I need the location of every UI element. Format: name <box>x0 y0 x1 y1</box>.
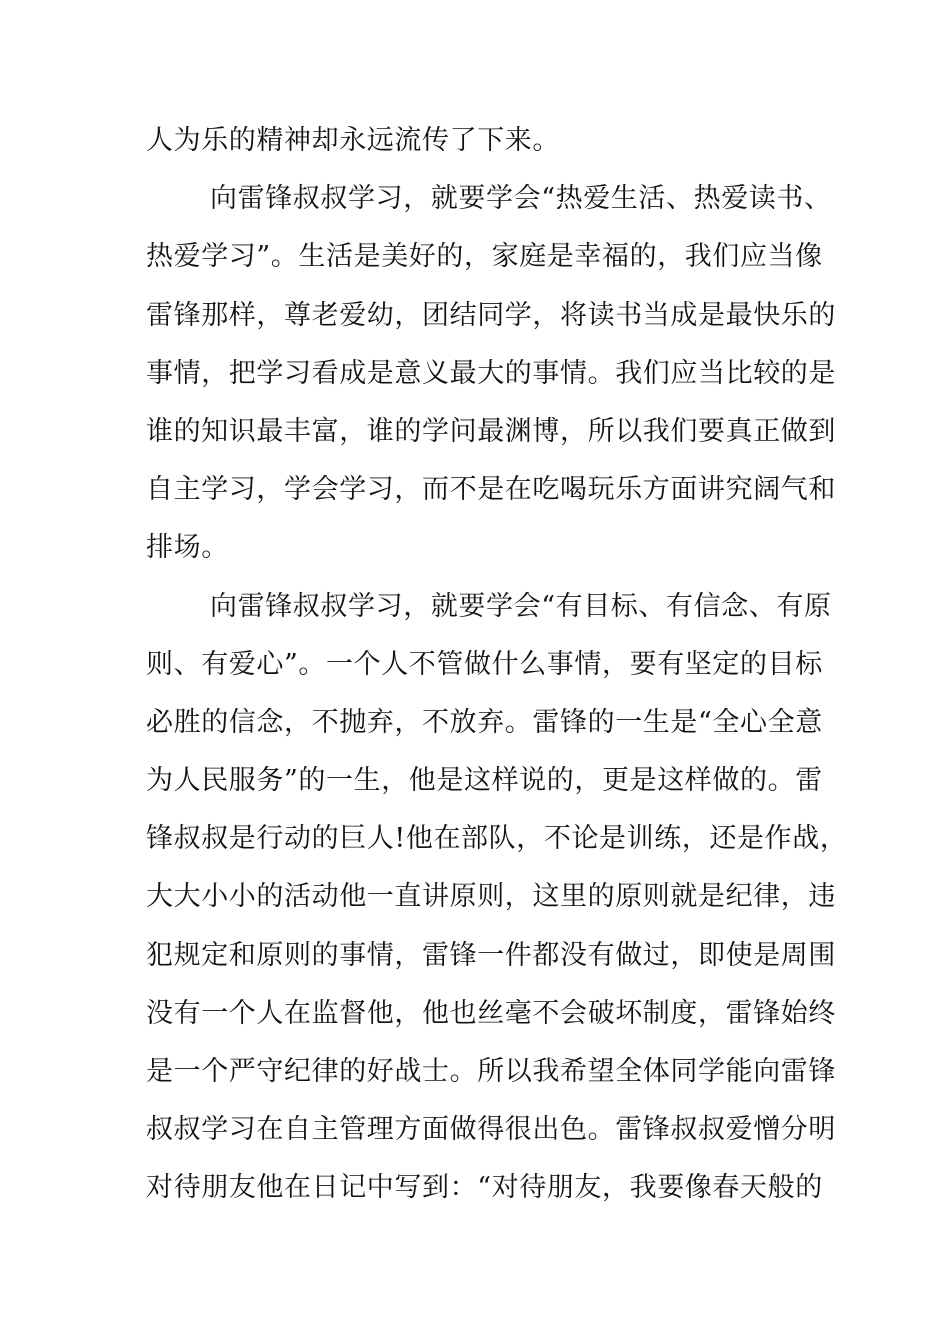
text-line: 叔叔学习在自主管理方面做得很出色。雷锋叔叔爱憎分明 <box>146 1114 836 1146</box>
text-line: 雷锋那样，尊老爱幼，团结同学，将读书当成是最快乐的 <box>146 299 836 331</box>
text-line: 为人民服务”的一生，他是这样说的，更是这样做的。雷 <box>146 765 823 797</box>
body-text <box>146 112 848 1218</box>
text-line: 排场。 <box>146 532 229 564</box>
text-line: 犯规定和原则的事情，雷锋一件都没有做过，即使是周围 <box>146 939 836 971</box>
text-line: 大大小小的活动他一直讲原则，这里的原则就是纪律，违 <box>146 881 836 913</box>
text-line: 人为乐的精神却永远流传了下来。 <box>146 125 560 156</box>
text-line: 没有一个人在监督他，他也丝毫不会破坏制度，雷锋始终 <box>146 997 836 1029</box>
text-line: 对待朋友他在日记中写到：“对待朋友，我要像春天般的 <box>146 1172 823 1204</box>
text-line: 事情，把学习看成是意义最大的事情。我们应当比较的是 <box>146 357 836 389</box>
text-line: 热爱学习”。生活是美好的，家庭是幸福的，我们应当像 <box>146 241 823 273</box>
paragraph-1 <box>146 112 810 170</box>
text-line: 则、有爱心”。一个人不管做什么事情，要有坚定的目标 <box>146 648 823 680</box>
text-line: 是一个严守纪律的好战士。所以我希望全体同学能向雷锋 <box>146 1056 836 1087</box>
paragraph-2 <box>146 170 836 577</box>
text-line: 自主学习，学会学习，而不是在吃喝玩乐方面讲究阔气和 <box>146 474 836 506</box>
text-line: 向雷锋叔叔学习，就要学会“有目标、有信念、有原 <box>210 590 832 622</box>
text-line: 锋叔叔是行动的巨人!他在部队，不论是训练，还是作战， <box>146 823 848 855</box>
text-line: 谁的知识最丰富，谁的学问最渊博，所以我们要真正做到 <box>146 415 836 447</box>
text-line: 向雷锋叔叔学习，就要学会“热爱生活、热爱读书、 <box>210 183 832 215</box>
text-line: 必胜的信念，不抛弃，不放弃。雷锋的一生是“全心全意 <box>146 706 823 738</box>
paragraph-3 <box>146 578 848 1218</box>
